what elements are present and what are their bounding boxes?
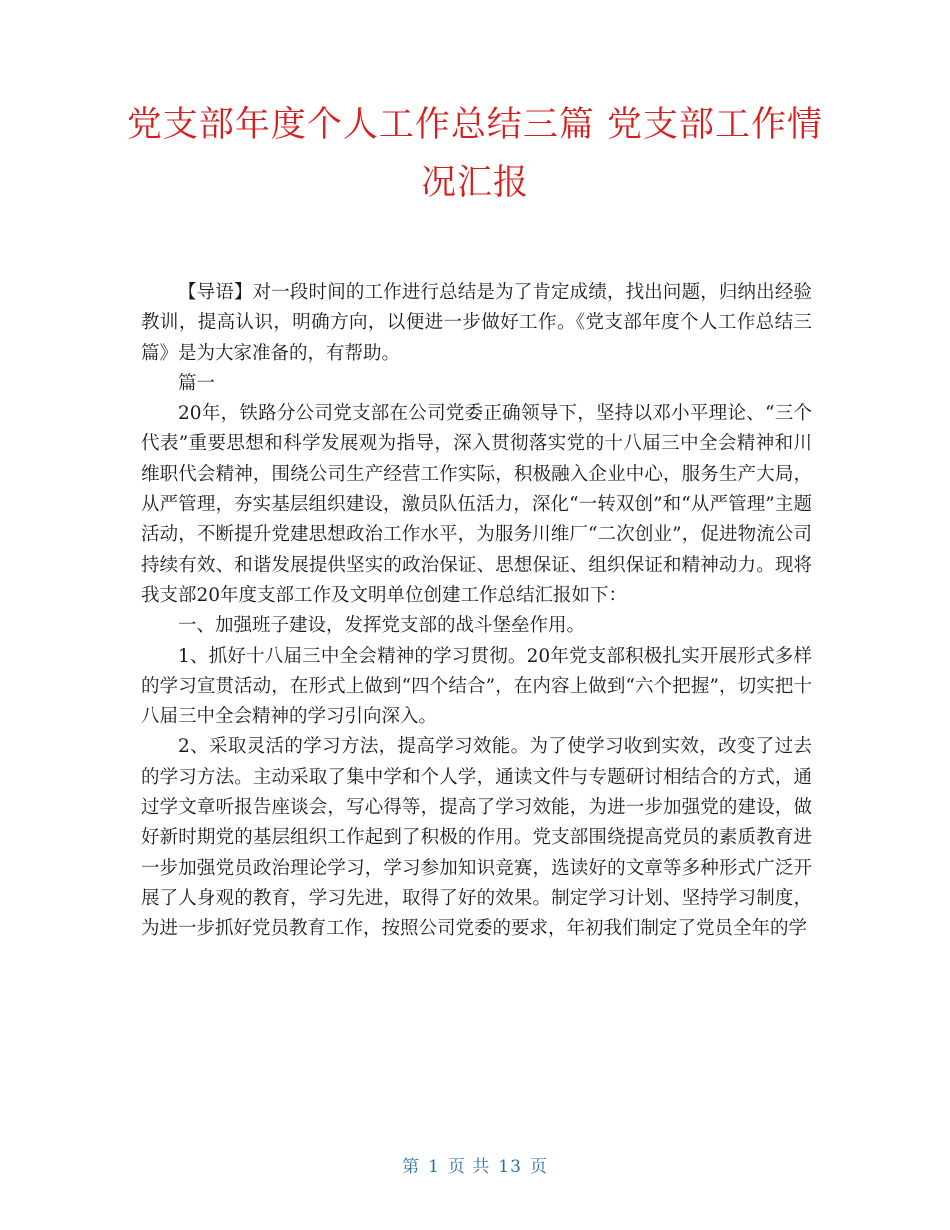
paragraph-intro: 【导语】对一段时间的工作进行总结是为了肯定成绩，找出问题，归纳出经验教训，提高认识，明确方向，以便进一步做好工作。《党支部年度个人工作总结三篇》是为大家准备的，有帮助。 (141, 282, 812, 364)
page-footer (0, 1152, 950, 1177)
paragraph-item-1: 1、抓好十八届三中全会精神的学习贯彻。20年党支部积极扎实开展形式多样的学习宣贯活动，在形式上做到“四个结合”，在内容上做到“六个把握”，切实把十八届三中全会精神的学习引向深入。 (141, 645, 812, 728)
footer-suffix: 页 (529, 1157, 548, 1177)
document-title: 党支部年度个人工作总结三篇 党支部工作情况汇报 (126, 105, 824, 203)
paragraph-section-heading: 篇一 (178, 372, 216, 394)
paragraph-heading-one: 一、加强班子建设，发挥党支部的战斗堡垒作用。 (178, 615, 586, 637)
footer-prefix: 第 (402, 1157, 421, 1177)
paragraph-overview: 20年，铁路分公司党支部在公司党委正确领导下，坚持以邓小平理论、“三个代表”重要思想和科学发展观为指导，深入贯彻落实党的十八届三中全会精神和川维职代会精神，围绕公司生产经营工作实际，积极融入企业中心，服务生产大局，从严管理，夯实基层组织建设，激员队伍活力，深化“一转双创”和“从严管理”主题活动，不断提升党建思想政治工作水平，为服务川维厂“二次创业”，促进物流公司持续有效、和谐发展提供坚实的政治保证、思想保证、组织保证和精神动力。现将我支部20年度支部工作及文明单位创建工作总结汇报如下： (141, 403, 812, 606)
document-body (141, 278, 812, 945)
footer-middle: 页 共 (447, 1157, 491, 1177)
footer-total-pages: 13 (498, 1157, 522, 1177)
paragraph-item-2: 2、采取灵活的学习方法，提高学习效能。为了使学习收到实效，改变了过去的学习方法。主动采取了集中学和个人学，通读文件与专题研讨相结合的方式，通过学文章听报告座谈会，写心得等，提高了学习效能，为进一步加强党的建设，做好新时期党的基层组织工作起到了积极的作用。党支部围绕提高党员的素质教育进一步加强党员政治理论学习，学习参加知识竞赛，选读好的文章等多种形式广泛开展了人身观的教育，学习先进，取得了好的效果。制定学习计划、坚持学习制度，为进一步抓好党员教育工作，按照公司党委的要求，年初我们制定了党员全年的学 (141, 736, 812, 940)
footer-page-number: 1 (428, 1157, 440, 1177)
